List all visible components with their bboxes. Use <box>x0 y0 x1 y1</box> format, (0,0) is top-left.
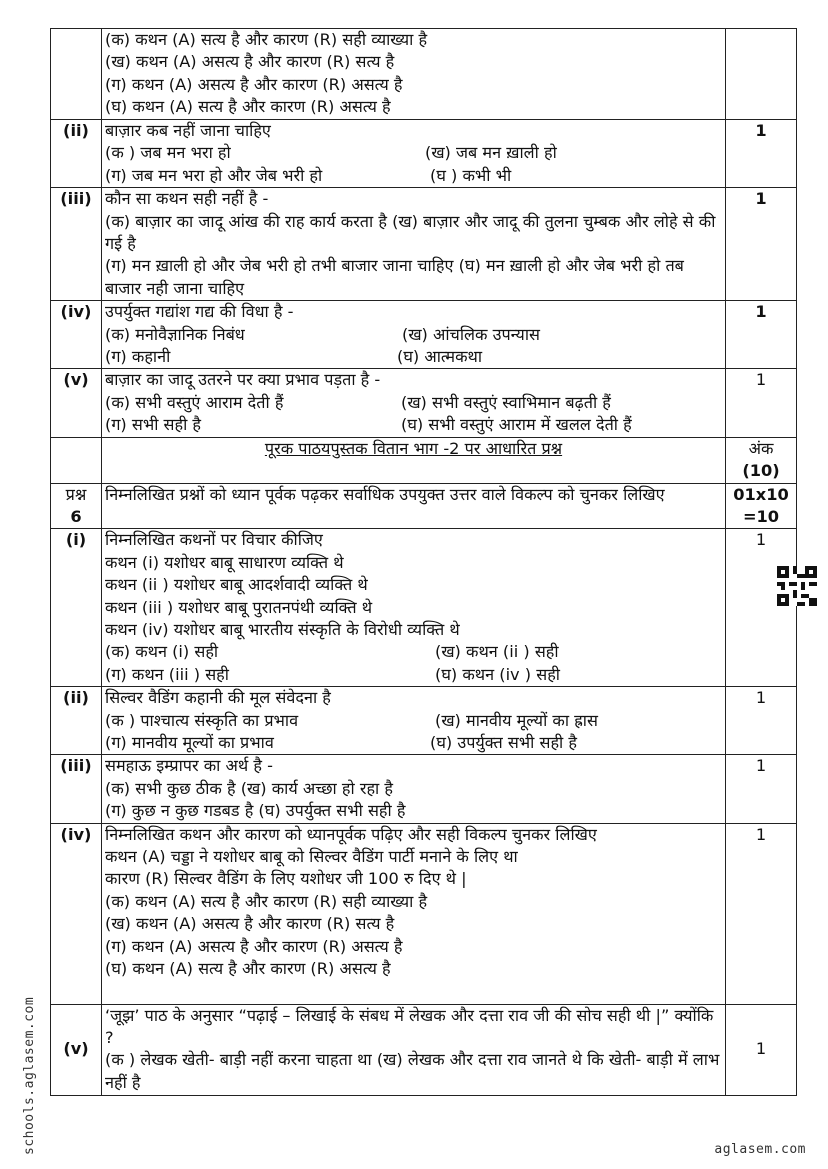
option-a: (क ) पाश्चात्य संस्कृति का प्रभाव <box>105 710 299 730</box>
question-number: (ii) <box>51 120 102 188</box>
question-text: बाज़ार का जादू उतरने पर क्या प्रभाव पड़ता है - <box>105 370 381 390</box>
table-row <box>51 687 797 755</box>
marks: 1 <box>726 301 797 369</box>
option-a: (क ) जब मन भरा हो <box>105 143 231 163</box>
option-c: (ग) मानवीय मूल्यों का प्रभाव <box>105 732 274 752</box>
question-label: प्रश्न <box>65 484 87 504</box>
statement-line: कथन (A) चड्डा ने यशोधर बाबू को सिल्वर वैडिंग पार्टी मनाने के लिए था <box>105 847 518 866</box>
option-b: (ख) मानवीय मूल्यों का ह्रास <box>435 710 598 730</box>
table-row <box>51 823 797 1004</box>
table-row <box>51 301 797 369</box>
question-cell <box>102 755 726 823</box>
option-line: (क) कथन (A) सत्य है और कारण (R) सही व्याख्या है <box>105 30 428 49</box>
section-heading: पूरक पाठयपुस्तक वितान भाग -2 पर आधारित प्रश्न <box>264 438 563 458</box>
question-text: निम्नलिखित कथनों पर विचार कीजिए <box>105 530 323 550</box>
question-cell <box>102 29 726 120</box>
question-number: 6 <box>70 506 82 526</box>
question-number: (i) <box>51 529 102 687</box>
question-cell <box>102 1004 726 1095</box>
option-a: (क) मनोवैज्ञानिक निबंध <box>105 324 245 344</box>
question-paper-table <box>50 28 797 1096</box>
option-ab: (क) बाज़ार का जादू आंख की राह कार्य करता है (ख) बाज़ार और जादू की तुलना चुम्बक और लोहे से की गई है <box>105 211 716 254</box>
option-cd: (ग) कुछ न कुछ गडबड है (घ) उपर्युक्त सभी सही है <box>105 801 406 821</box>
question-text: समहाऊ इम्प्रापर का अर्थ है - <box>105 756 273 776</box>
option-c: (ग) सभी सही है <box>105 415 202 435</box>
question-cell <box>102 687 726 755</box>
marks: 1 <box>726 120 797 188</box>
option-d: (घ) आत्मकथा <box>397 347 483 367</box>
question-text: उपर्युक्त गद्यांश गद्य की विधा है - <box>105 302 294 322</box>
option-c: (ग) कहानी <box>105 347 171 367</box>
section-heading-row <box>51 437 797 483</box>
option-d: (घ) कथन (iv ) सही <box>435 664 560 684</box>
table-row <box>51 120 797 188</box>
site-watermark: aglasem.com <box>714 1142 806 1157</box>
statement-line: कथन (ii ) यशोधर बाबू आदर्शवादी व्यक्ति थे <box>105 575 368 595</box>
question-cell <box>102 369 726 437</box>
watermark-text: schools.aglasem.com <box>22 996 37 1155</box>
table-row <box>51 483 797 529</box>
table-row <box>51 529 797 687</box>
question-number: (v) <box>51 369 102 437</box>
option-line: (घ) कथन (A) सत्य है और कारण (R) असत्य है <box>105 97 391 117</box>
question-number: (iv) <box>51 301 102 369</box>
statement-line: कथन (iv) यशोधर बाबू भारतीय संस्कृति के विरोधी व्यक्ति थे <box>105 619 460 639</box>
instruction-text: निम्नलिखित प्रश्नों को ध्यान पूर्वक पढ़कर सर्वाधिक उपयुक्त उत्तर वाले विकल्प को चुनकर लिखिए <box>105 484 665 504</box>
question-cell <box>102 529 726 687</box>
question-text: निम्नलिखित कथन और कारण को ध्यानपूर्वक पढ़िए और सही विकल्प चुनकर लिखिए <box>105 824 597 844</box>
marks: 1 <box>726 687 797 755</box>
statement-line: कथन (iii ) यशोधर बाबू पुरातनपंथी व्यक्ति थे <box>105 597 373 617</box>
question-text: बाज़ार कब नहीं जाना चाहिए <box>105 121 271 140</box>
marks-label: अंक <box>748 438 774 458</box>
table-row <box>51 188 797 301</box>
option-b: (ख) सभी वस्तुएं स्वाभिमान बढ़ती हैं <box>401 392 611 412</box>
question-number: (iv) <box>51 823 102 1004</box>
option-line: (ग) कथन (A) असत्य है और कारण (R) असत्य है <box>105 936 403 956</box>
question-cell <box>102 188 726 301</box>
question-number: (ii) <box>51 687 102 755</box>
qr-code-icon <box>777 566 817 606</box>
statement-line: कथन (i) यशोधर बाबू साधारण व्यक्ति थे <box>105 552 344 572</box>
question-cell <box>102 301 726 369</box>
option-b: (ख) आंचलिक उपन्यास <box>402 324 540 344</box>
option-a: (क) कथन (i) सही <box>105 642 219 662</box>
question-cell <box>102 823 726 1004</box>
marks-total: (10) <box>742 461 780 481</box>
marks: 1 <box>726 188 797 301</box>
table-row <box>51 369 797 437</box>
option-ab: (क ) लेखक खेती- बाड़ी नहीं करना चाहता था (ख) लेखक और दत्ता राव जानते थे कि खेती- बाड़ी में लाभ नहीं है <box>105 1050 720 1092</box>
option-c: (ग) कथन (iii ) सही <box>105 664 229 684</box>
statement-line: कारण (R) सिल्वर वैडिंग के लिए यशोधर जी 100 रु दिए थे | <box>105 869 467 889</box>
marks: 1 <box>726 1004 797 1095</box>
option-line: (ख) कथन (A) असत्य है और कारण (R) सत्य है <box>105 52 395 72</box>
question-cell <box>102 483 726 529</box>
question-number: (iii) <box>51 188 102 301</box>
marks: 1 <box>726 755 797 823</box>
question-cell <box>102 120 726 188</box>
option-ab: (क) सभी कुछ ठीक है (ख) कार्य अच्छा हो रहा है <box>105 778 393 798</box>
option-d: (घ) सभी वस्तुएं आराम में खलल देती हैं <box>401 415 632 435</box>
option-c: (ग) जब मन भरा हो और जेब भरी हो <box>105 165 323 185</box>
option-line: (ख) कथन (A) असत्य है और कारण (R) सत्य है <box>105 914 395 934</box>
marks: 1 <box>726 369 797 437</box>
option-cd: (ग) मन ख़ाली हो और जेब भरी हो तभी बाजार जाना चाहिए (घ) मन ख़ाली हो और जेब भरी हो तब बाजार नही जाना चाहिए <box>105 256 684 298</box>
option-line: (ग) कथन (A) असत्य है और कारण (R) असत्य है <box>105 74 403 94</box>
table-row <box>51 755 797 823</box>
option-line: (क) कथन (A) सत्य है और कारण (R) सही व्याख्या है <box>105 891 428 911</box>
marks: 1 <box>726 823 797 1004</box>
option-b: (ख) जब मन ख़ाली हो <box>425 143 557 163</box>
question-text: सिल्वर वैडिंग कहानी की मूल संवेदना है <box>105 688 331 708</box>
option-d: (घ ) कभी भी <box>430 165 512 185</box>
table-row <box>51 29 797 120</box>
option-b: (ख) कथन (ii ) सही <box>435 642 559 662</box>
option-line: (घ) कथन (A) सत्य है और कारण (R) असत्य है <box>105 959 391 979</box>
table-row <box>51 1004 797 1095</box>
question-number: (v) <box>51 1004 102 1095</box>
question-text: ‘जूझ’ पाठ के अनुसार “पढ़ाई – लिखाई के संबध में लेखक और दत्ता राव जी की सोच सही थी |” क्योंकि ? <box>105 1005 714 1047</box>
option-d: (घ) उपर्युक्त सभी सही है <box>430 732 577 752</box>
question-text: कौन सा कथन सही नहीं है - <box>105 189 269 209</box>
option-a: (क) सभी वस्तुएं आराम देती हैं <box>105 392 284 412</box>
marks-formula: 01x10 <box>733 484 789 504</box>
question-number: (iii) <box>51 755 102 823</box>
marks: 1 <box>726 529 797 687</box>
site-watermark-vertical <box>4 965 37 1155</box>
marks-total: =10 <box>742 506 780 526</box>
